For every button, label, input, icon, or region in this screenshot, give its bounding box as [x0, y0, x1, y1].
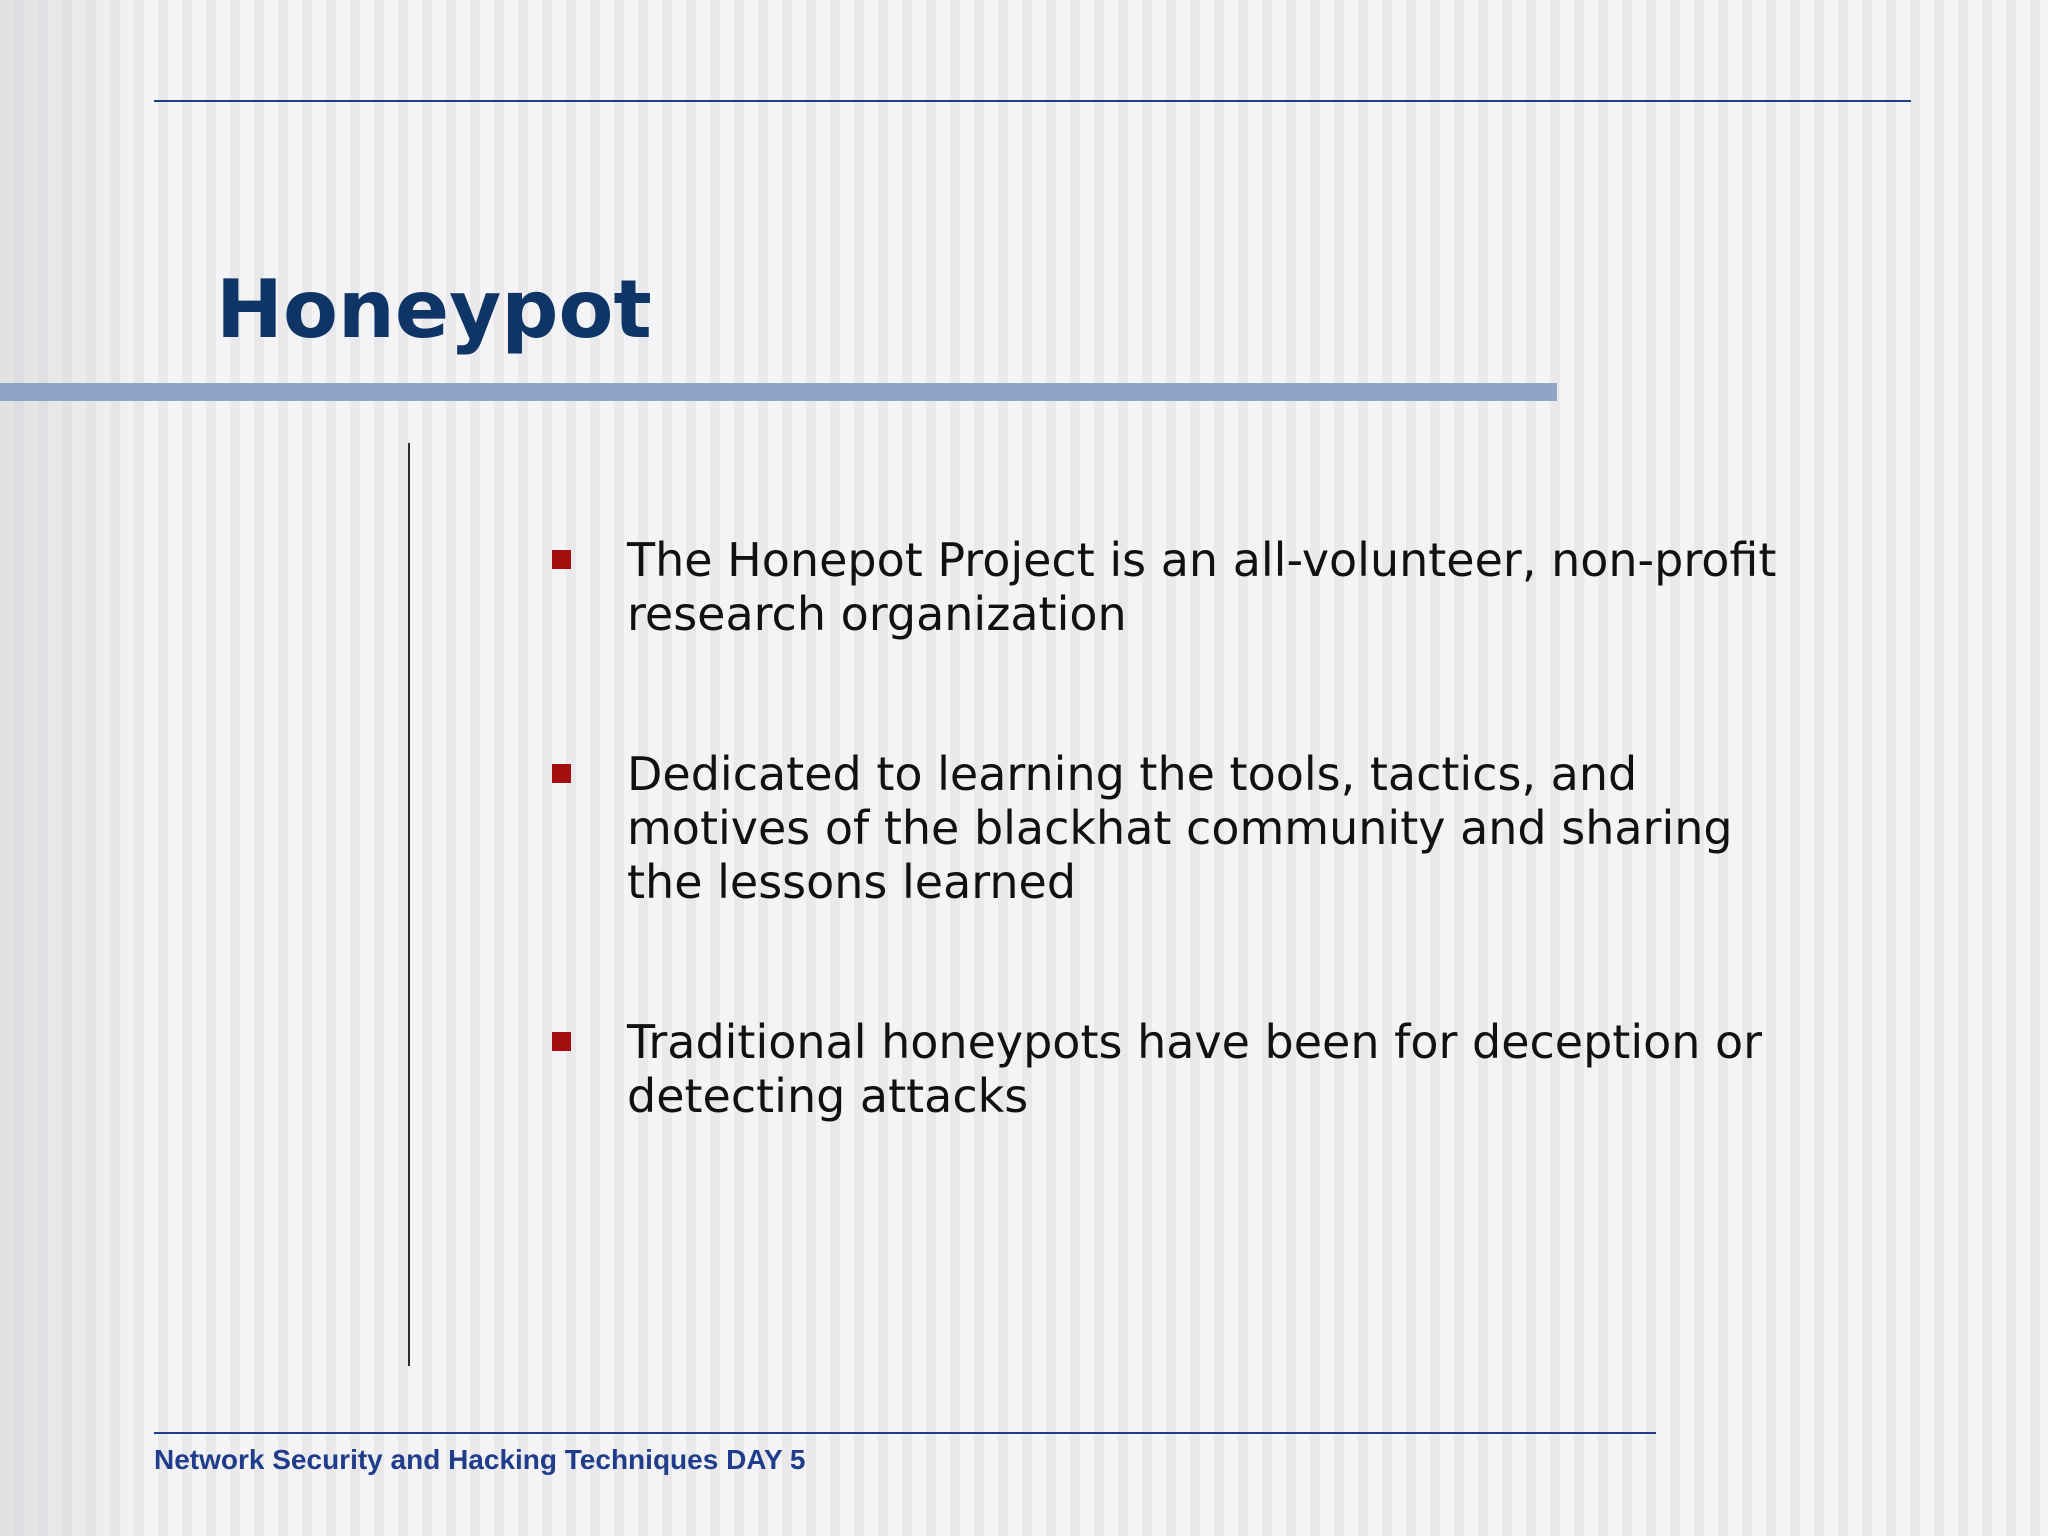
slide-title: Honeypot	[216, 263, 652, 356]
bullet-text: Dedicated to learning the tools, tactics, and motives of the blackhat community and sharing the lessons learned	[627, 747, 1733, 909]
square-bullet-icon	[552, 550, 571, 569]
footer-divider-line	[154, 1432, 1656, 1434]
bullet-item	[550, 1015, 1810, 1123]
bullet-list	[550, 533, 1810, 1229]
bullet-text: Traditional honeypots have been for deception or detecting attacks	[627, 1015, 1763, 1123]
bullet-item	[550, 747, 1810, 909]
square-bullet-icon	[552, 764, 571, 783]
top-divider-line	[154, 100, 1911, 102]
bullet-text: The Honepot Project is an all-volunteer, non-profit research organization	[627, 533, 1777, 641]
square-bullet-icon	[552, 1032, 571, 1051]
bullet-item	[550, 533, 1810, 641]
footer-caption: Network Security and Hacking Techniques DAY 5	[154, 1444, 806, 1475]
vertical-divider-line	[408, 443, 410, 1366]
title-underline-bar	[0, 383, 1557, 401]
